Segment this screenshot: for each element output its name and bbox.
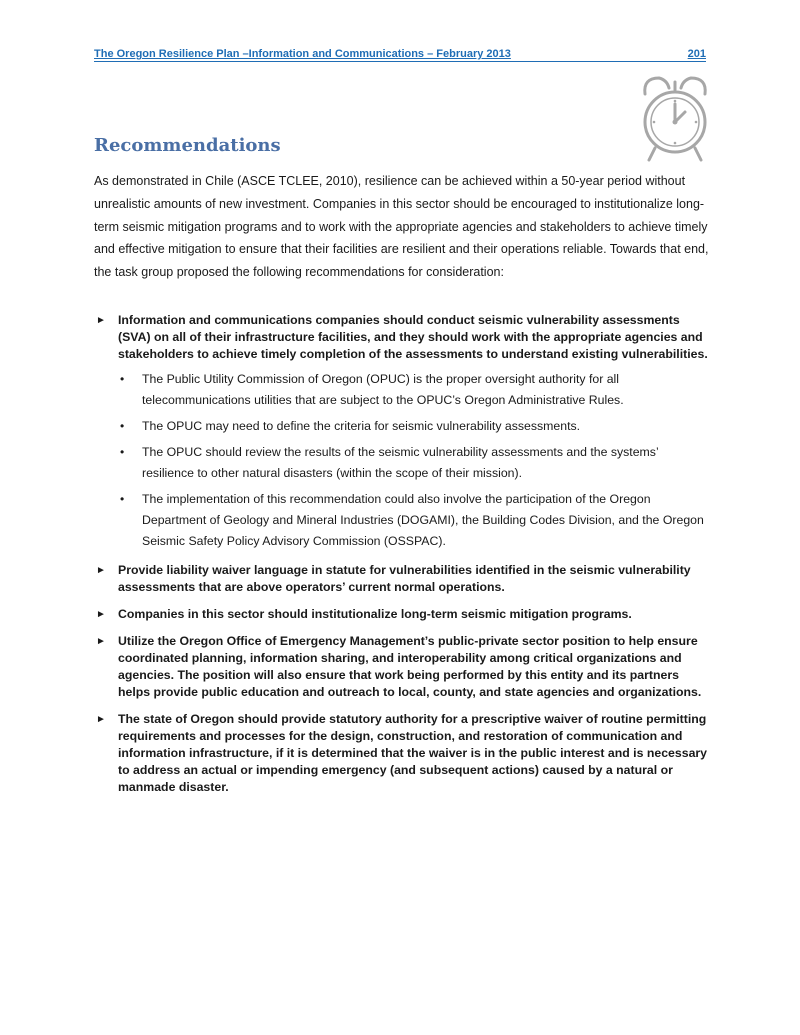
subpoint-text: The Public Utility Commission of Oregon (OPUC) is the proper oversight authority for all telecommunications utilities that are subject to the OPUC’s Oregon Administrative Rules. (142, 372, 624, 407)
recommendation-item (96, 562, 710, 596)
arrow-bullet-icon: ► (96, 315, 106, 326)
section-title: Recommendations (94, 135, 281, 156)
recommendations-list (96, 312, 710, 806)
recommendation-text: The state of Oregon should provide statutory authority for a prescriptive waiver of routine permitting requirements and processes for the design, construction, and restoration of communication and information infrastructure, if it is determined that the waiver is in the public interest and is necessary to address an actual or impending emergency (and subsequent actions) caused by a natural or manmade disaster. (118, 712, 708, 794)
subpoint-item (118, 369, 710, 411)
page-number: 201 (687, 48, 706, 60)
recommendation-item (96, 711, 710, 796)
subpoint-text: The implementation of this recommendation could also involve the participation of the Oregon Department of Geology and Mineral Industries (DOGAMI), the Building Codes Division, and the Oregon Seismic Safety Policy Advisory Commission (OSSPAC). (142, 492, 704, 548)
header-title: The Oregon Resilience Plan –Information and Communications – February 2013 (94, 48, 511, 60)
recommendation-text: Information and communications companies should conduct seismic vulnerability assessments (SVA) on all of their infrastructure facilities, and they should work with the appropriate agencies and stakeholders to achieve timely completion of the assessments to understand existing vulnerabilities. (118, 313, 708, 361)
bullet-icon: • (120, 492, 125, 506)
subpoint-item (118, 489, 710, 552)
arrow-bullet-icon: ► (96, 609, 106, 620)
intro-paragraph: As demonstrated in Chile (ASCE TCLEE, 2010), resilience can be achieved within a 50-year period without unrealistic amounts of new investment. Companies in this sector should be encouraged to institutionalize long-term seismic mitigation programs and to work with the appropriate agencies and stakeholders to achieve timely and effective mitigation to ensure that their facilities are resilient and their operations reliable. Towards that end, the task group proposed the following recommendations for consideration: (94, 174, 709, 280)
recommendation-text: Utilize the Oregon Office of Emergency Management’s public-private sector position to help ensure coordinated planning, information sharing, and interoperability among critical organizations and agencies. The position will also ensure that work being performed by this entity and its partners helps provide public education and outreach to local, county, and state agencies and organizations. (118, 634, 702, 699)
alarm-clock-icon (637, 72, 713, 164)
arrow-bullet-icon: ► (96, 714, 106, 725)
recommendation-item (96, 312, 710, 552)
recommendation-item (96, 633, 710, 701)
subpoint-item (118, 442, 710, 484)
subpoint-text: The OPUC should review the results of the seismic vulnerability assessments and the systems’ resilience to other natural disasters (within the scope of their mission). (142, 445, 659, 480)
recommendation-item (96, 606, 710, 623)
running-header (94, 48, 706, 62)
bullet-icon: • (120, 372, 125, 386)
bullet-icon: • (120, 419, 125, 433)
subpoint-text: The OPUC may need to define the criteria for seismic vulnerability assessments. (142, 419, 581, 433)
recommendation-text: Provide liability waiver language in statute for vulnerabilities identified in the seismic vulnerability assessments that are above operators’ current normal operations. (118, 563, 691, 594)
arrow-bullet-icon: ► (96, 636, 106, 647)
subpoint-item (118, 416, 710, 437)
bullet-icon: • (120, 445, 125, 459)
arrow-bullet-icon: ► (96, 565, 106, 576)
recommendation-text: Companies in this sector should institutionalize long-term seismic mitigation programs. (118, 607, 632, 621)
subpoint-list (118, 369, 710, 552)
